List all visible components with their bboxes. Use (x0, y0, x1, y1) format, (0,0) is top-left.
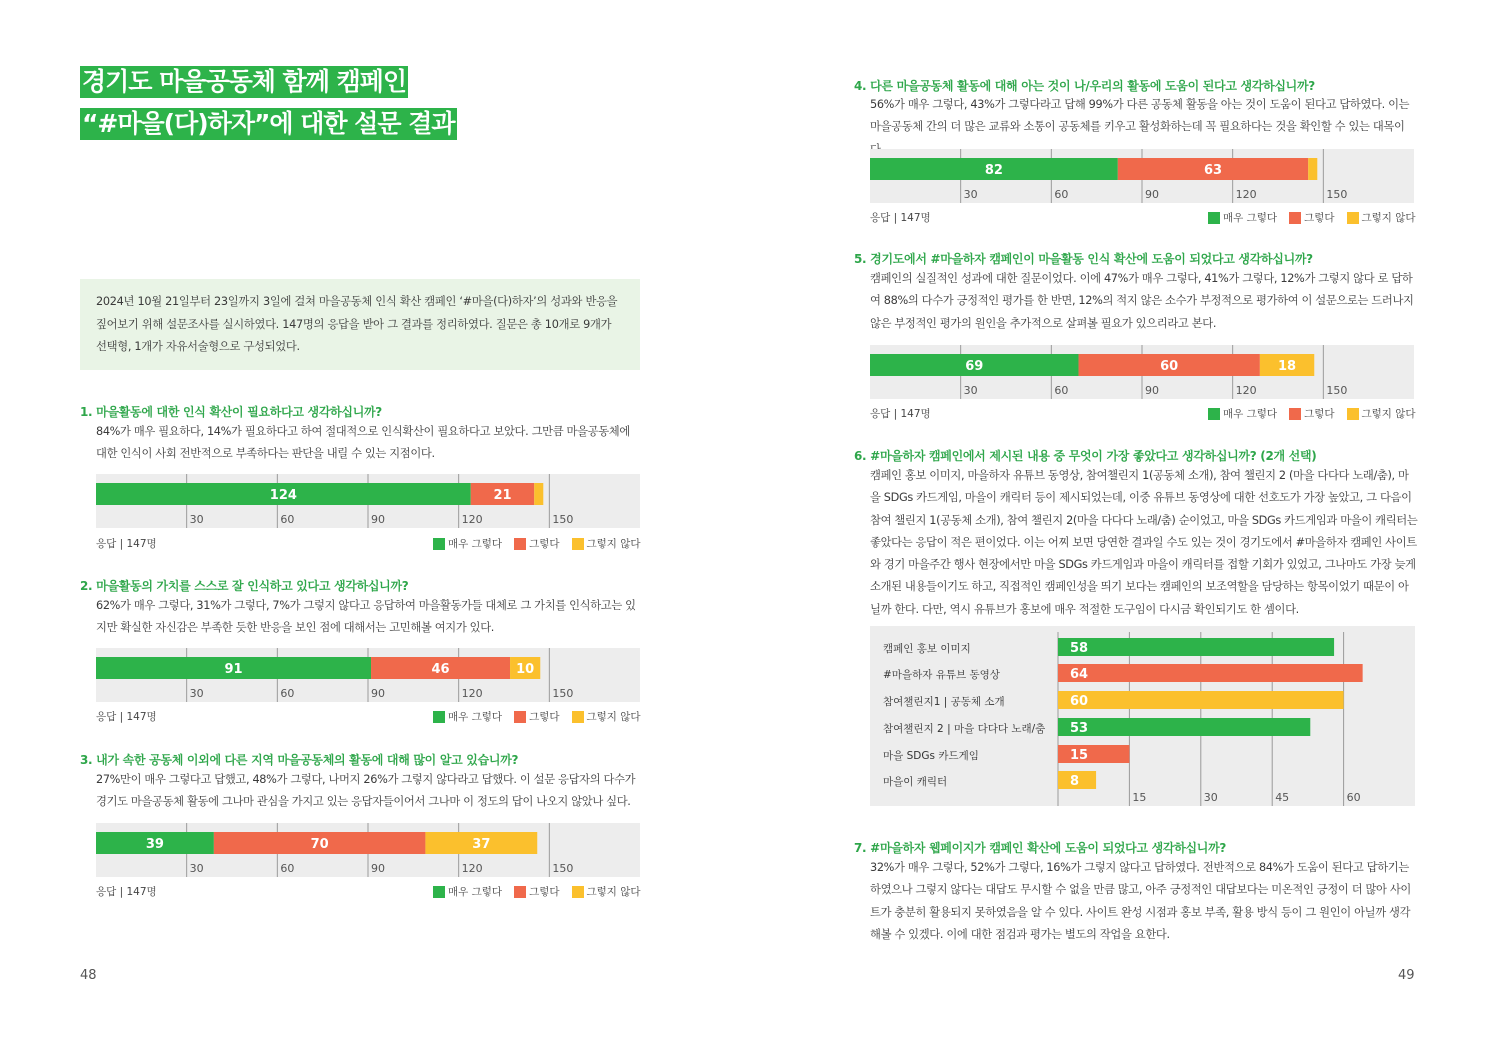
category-label: 마을이 캐릭터 (883, 776, 948, 788)
legend-label-disagree: 그렇지 않다 (1361, 212, 1416, 224)
tick-label: 150 (552, 687, 574, 700)
question-4-title: 4. 다른 마을공동체 활동에 대해 아는 것이 나/우리의 활동에 도움이 된다고 생각하십니까? (854, 79, 1315, 93)
legend-label-agree: 그렇다 (1304, 408, 1335, 420)
page-number-left: 48 (80, 968, 97, 983)
value-label: 39 (145, 837, 164, 852)
tick-label: 30 (1203, 791, 1218, 804)
question-1-title: 1. 마을활동에 대한 인식 확산이 필요하다고 생각하십니까? (80, 405, 382, 419)
question-2-legend (433, 709, 641, 724)
legend-swatch-very-agree (1208, 212, 1220, 224)
title-line-2: “#마을(다)하자”에 대한 설문 결과 (82, 109, 455, 138)
category-label: #마을하자 유튜브 동영상 (883, 669, 1000, 681)
bar (1058, 638, 1334, 656)
legend-swatch-very-agree (433, 886, 445, 898)
legend-swatch-disagree (572, 711, 584, 723)
bar (1058, 718, 1310, 736)
value-label: 64 (1070, 667, 1089, 682)
legend-label-very-agree: 매우 그렇다 (1223, 212, 1278, 224)
bar (1058, 664, 1363, 682)
legend-label-agree: 그렇다 (1304, 212, 1335, 224)
question-5-chart (870, 345, 1414, 399)
value-label: 82 (984, 163, 1003, 178)
question-1-legend (433, 536, 641, 551)
legend-label-agree: 그렇다 (529, 538, 560, 550)
value-label: 21 (493, 488, 512, 503)
tick-label: 120 (461, 513, 483, 526)
tick-label: 30 (189, 687, 204, 700)
question-2-title: 2. 마을활동의 가치를 스스로 잘 인식하고 있다고 생각하십니까? (80, 579, 409, 593)
question-4-chart (870, 149, 1414, 203)
question-3-response-count: 응답 | 147명 (96, 886, 157, 898)
category-label: 참여챌린지 2 | 마을 다다다 노래/춤 (883, 723, 1046, 735)
tick-label: 150 (1326, 188, 1348, 201)
page-number-right: 49 (1398, 968, 1415, 983)
value-label: 37 (472, 837, 491, 852)
tick-label: 120 (1235, 384, 1257, 397)
value-label: 15 (1070, 748, 1089, 763)
bar-segment-disagree (1308, 158, 1317, 180)
category-label: 참여챌린지1 | 공동체 소개 (883, 696, 1005, 708)
value-label: 69 (965, 359, 984, 374)
legend-swatch-agree (1289, 408, 1301, 420)
tick-label: 15 (1132, 791, 1147, 804)
tick-label: 90 (1145, 188, 1159, 201)
question-7-body: 32%가 매우 그렇다, 52%가 그렇다, 16%가 그렇지 않다고 답하였다. 전반적으로 84%가 도움이 된다고 답하기는 하였으나 그렇지 않다는 대답도 무시할 수 없을 만큼 많고, 아주 긍정적인 대답보다는 미온적인 긍정이 더 많아 사이트가 충분히 활용되지 못하였음을 알 수 있다. 사이트 완성 시점과 홍보 부족, 활용 방식 등이 그 원인이 아닐까 생각해볼 수 있겠다. 이에 대한 점검과 평가는 별도의 작업을 요한다. (870, 861, 1411, 941)
tick-label: 60 (1054, 188, 1069, 201)
question-4-response-count: 응답 | 147명 (870, 212, 931, 224)
question-5-response-count: 응답 | 147명 (870, 408, 931, 420)
tick-label: 120 (461, 687, 483, 700)
question-6-body: 캠페인 홍보 이미지, 마을하자 유튜브 동영상, 참여챌린지 1(공동체 소개), 참여 챌린지 2 (마을 다다다 노래/춤), 마을 SDGs 카드게임, 마을이 캐릭터 등이 제시되었는데, 이중 유튜브 동영상에 대한 선호도가 가장 높았고, 그 다음이 참여 챌린지 1(공동체 소개), 참여 챌린지 2(마을 다다다 노래/춤) 순이었고, 마을 SDGs 카드게임과 마을이 캐릭터는 좋았다는 응답이 적은 편이었다. 이는 어찌 보면 당연한 결과일 수도 있는 것이 경기도에서 #마을하자 캠페인 사이트와 경기 마을주간 행사 현장에서만 마을 SDGs 카드게임과 마을이 캐릭터를 접할 기회가 있었고, 그나마도 가장 늦게 소개된 내용들이기도 하고, 직접적인 캠페인성을 띄기 보다는 캠페인의 보조역할을 담당하는 항목이었기 때문이 아닐까 한다. 다만, 역시 유튜브가 홍보에 매우 적절한 도구임이 다시금 확인되기도 한 셈이다. (870, 469, 1418, 616)
question-2-response-count: 응답 | 147명 (96, 711, 157, 723)
question-5-body: 캠페인의 실질적인 성과에 대한 질문이었다. 이에 47%가 매우 그렇다, 41%가 그렇다, 12%가 그렇지 않다 로 답하여 88%의 다수가 긍정적인 평가를 한 반면, 12%의 적지 않은 소수가 부정적으로 평가하여 이 설문으로는 드러나지 않은 부정적인 평가의 원인을 추가적으로 살펴볼 필요가 있으리라고 본다. (870, 272, 1414, 330)
legend-swatch-disagree (572, 886, 584, 898)
legend-label-disagree: 그렇지 않다 (586, 711, 641, 723)
category-label: 마을 SDGs 카드게임 (883, 750, 979, 762)
legend-label-very-agree: 매우 그렇다 (448, 711, 503, 723)
legend-swatch-very-agree (433, 711, 445, 723)
tick-label: 60 (280, 862, 295, 875)
tick-label: 60 (1054, 384, 1069, 397)
bar (1058, 691, 1344, 709)
bar (1058, 745, 1129, 763)
legend-label-very-agree: 매우 그렇다 (448, 538, 503, 550)
question-7-title: 7. #마을하자 웹페이지가 캠페인 확산에 도움이 되었다고 생각하십니까? (854, 841, 1227, 855)
tick-label: 60 (280, 513, 295, 526)
legend-swatch-disagree (1347, 408, 1359, 420)
intro-box: 2024년 10월 21일부터 23일까지 3일에 걸쳐 마을공동체 인식 확산 캠페인 ‘#마을(다)하자’의 성과와 반응을 짚어보기 위해 설문조사를 실시하였다. 147명의 응답을 받아 그 결과를 정리하였다. 질문은 총 10개로 9개가 선택형, 1개가 자유서술형으로 구성되었다. (80, 279, 640, 370)
value-label: 70 (310, 837, 329, 852)
legend-swatch-disagree (572, 538, 584, 550)
question-5-legend (1208, 406, 1416, 421)
value-label: 91 (224, 662, 243, 677)
value-label: 58 (1070, 641, 1089, 656)
legend-swatch-agree (514, 886, 526, 898)
tick-label: 90 (371, 513, 385, 526)
question-3-chart (96, 823, 640, 877)
question-1-body: 84%가 매우 필요하다, 14%가 필요하다고 하여 절대적으로 인식확산이 필요하다고 보았다. 그만큼 마을공동체에 대한 인식이 사회 전반적으로 부족하다는 판단을 내릴 수 있는 지점이다. (96, 425, 630, 461)
question-3-body: 27%만이 매우 그렇다고 답했고, 48%가 그렇다, 나머지 26%가 그렇지 않다라고 답했다. 이 설문 응답자의 다수가 경기도 마을공동체 활동에 그나마 관심을 가지고 있는 응답자들이어서 그나마 이 정도의 답이 나오지 않았나 싶다. (96, 773, 636, 809)
tick-label: 90 (371, 862, 385, 875)
legend-label-agree: 그렇다 (529, 886, 560, 898)
question-6-chart (870, 626, 1415, 806)
value-label: 53 (1070, 721, 1089, 736)
legend-label-disagree: 그렇지 않다 (586, 538, 641, 550)
tick-label: 90 (1145, 384, 1159, 397)
tick-label: 30 (189, 862, 204, 875)
tick-label: 60 (280, 687, 295, 700)
legend-swatch-agree (514, 538, 526, 550)
value-label: 60 (1160, 359, 1179, 374)
legend-swatch-disagree (1347, 212, 1359, 224)
legend-swatch-agree (1289, 212, 1301, 224)
tick-label: 120 (461, 862, 483, 875)
tick-label: 30 (963, 384, 978, 397)
tick-label: 150 (552, 862, 574, 875)
question-4-body: 56%가 매우 그렇다, 43%가 그렇다라고 답해 99%가 다른 공동체 활동을 아는 것이 도움이 된다고 답하였다. 이는 마을공동체 간의 더 많은 교류와 소통이 공동체를 키우고 활성화하는데 꼭 필요하다는 것을 확인할 수 있는 대목이 (870, 98, 1410, 134)
page-title (80, 66, 457, 150)
legend-swatch-very-agree (433, 538, 445, 550)
value-label: 63 (1203, 163, 1223, 178)
question-2-body: 62%가 매우 그렇다, 31%가 그렇다, 7%가 그렇지 않다고 응답하여 마을활동가들 대체로 그 가치를 인식하고는 있지만 확실한 자신감은 부족한 듯한 반응을 보인 점에 대해서는 고민해볼 여지가 있다. (96, 599, 636, 635)
legend-label-disagree: 그렇지 않다 (586, 886, 641, 898)
question-1-chart (96, 474, 640, 528)
question-1-response-count: 응답 | 147명 (96, 538, 157, 550)
value-label: 18 (1278, 359, 1297, 374)
question-3-legend (433, 884, 641, 899)
tick-label: 120 (1235, 188, 1257, 201)
legend-label-disagree: 그렇지 않다 (1361, 408, 1416, 420)
tick-label: 60 (1346, 791, 1361, 804)
legend-swatch-very-agree (1208, 408, 1220, 420)
value-label: 8 (1070, 774, 1080, 789)
category-label: 캠페인 홍보 이미지 (883, 643, 971, 655)
legend-swatch-agree (514, 711, 526, 723)
question-5-title: 5. 경기도에서 #마을하자 캠페인이 마을활동 인식 확산에 도움이 되었다고 생각하십니까? (854, 252, 1313, 266)
tick-label: 30 (189, 513, 204, 526)
question-4-legend (1208, 210, 1416, 225)
question-3-title: 3. 내가 속한 공동체 이외에 다른 지역 마을공동체의 활동에 대해 많이 알고 있습니까? (80, 753, 519, 767)
tick-label: 150 (552, 513, 574, 526)
question-6-title: 6. #마을하자 캠페인에서 제시된 내용 중 무엇이 가장 좋았다고 생각하십니까? (2개 선택) (854, 449, 1317, 463)
legend-label-very-agree: 매우 그렇다 (1223, 408, 1278, 420)
value-label: 46 (431, 662, 450, 677)
title-line-1: 경기도 마을공동체 함께 캠페인 (82, 67, 407, 96)
value-label: 124 (269, 488, 297, 503)
question-2-chart (96, 648, 640, 702)
tick-label: 90 (371, 687, 385, 700)
legend-label-very-agree: 매우 그렇다 (448, 886, 503, 898)
bar-segment-disagree (534, 483, 543, 505)
legend-label-agree: 그렇다 (529, 711, 560, 723)
tick-label: 45 (1275, 791, 1290, 804)
value-label: 60 (1070, 694, 1089, 709)
tick-label: 30 (963, 188, 978, 201)
value-label: 10 (516, 662, 535, 677)
tick-label: 150 (1326, 384, 1348, 397)
